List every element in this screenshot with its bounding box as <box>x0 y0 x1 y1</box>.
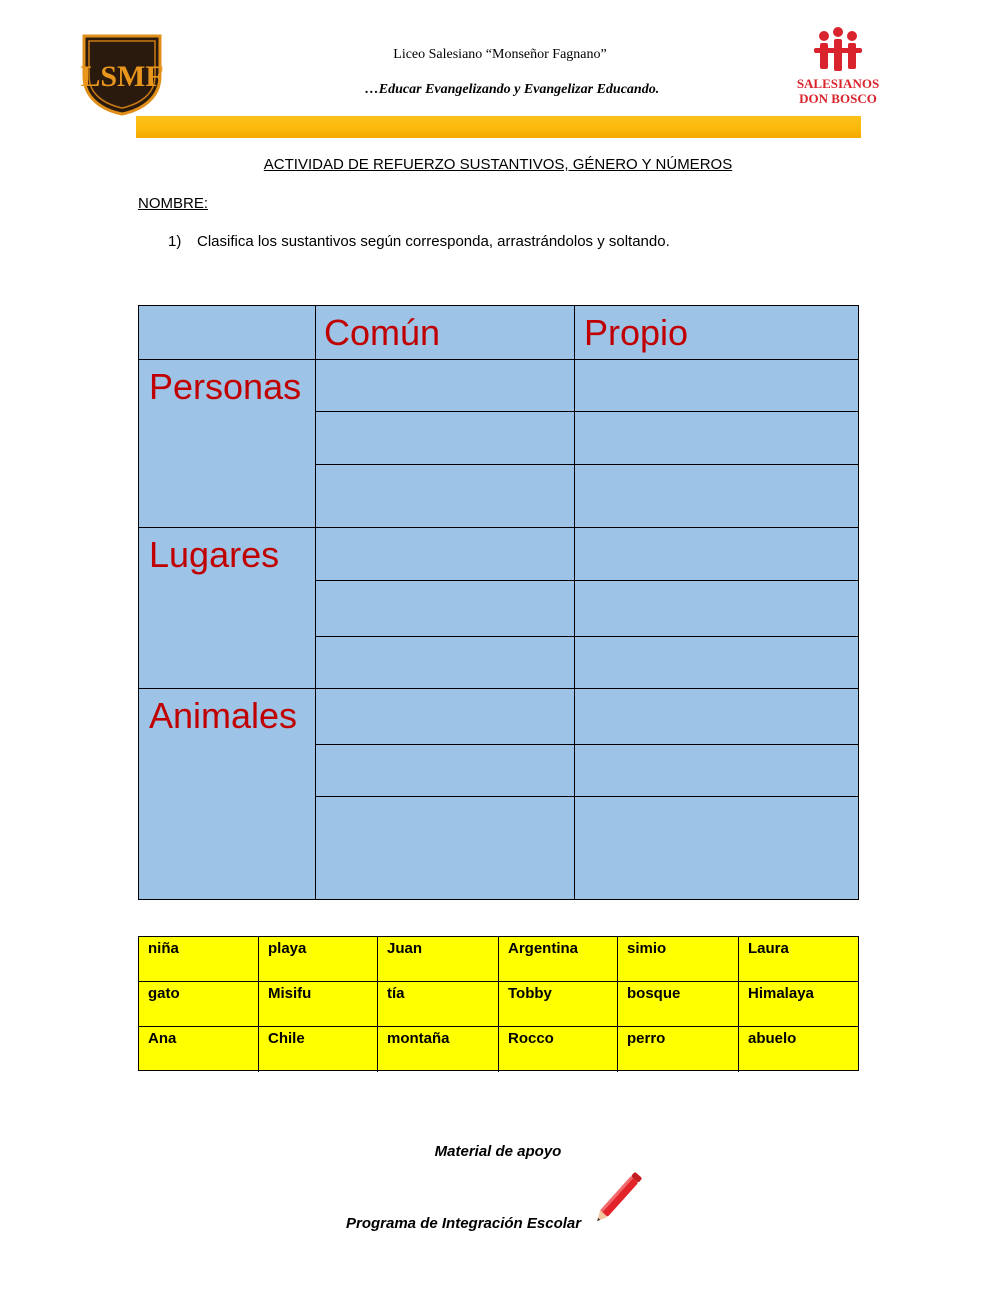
drop-zone-lugares-propio-1[interactable] <box>575 528 858 580</box>
drop-zone-lugares-propio-3[interactable] <box>575 637 858 688</box>
drop-zone-personas-propio-1[interactable] <box>575 360 858 411</box>
salesianos-logo <box>790 26 886 112</box>
row-label-lugares: Lugares <box>149 534 280 575</box>
school-name: Liceo Salesiano “Monseñor Fagnano” <box>393 47 607 62</box>
word-card[interactable]: bosque <box>618 982 739 1027</box>
header-divider-bar <box>136 116 861 138</box>
word-card[interactable]: Tobby <box>499 982 618 1027</box>
activity-title: ACTIVIDAD DE REFUERZO SUSTANTIVOS, GÉNERO Y NÚMEROS <box>263 156 733 173</box>
drop-zone-personas-comun-2[interactable] <box>316 412 574 464</box>
word-card[interactable]: Juan <box>378 937 499 982</box>
word-card[interactable]: perro <box>618 1027 739 1072</box>
word-card[interactable]: Misifu <box>259 982 378 1027</box>
word-card[interactable]: gato <box>139 982 259 1027</box>
row-label-personas: Personas <box>149 366 302 407</box>
school-motto: …Educar Evangelizando y Evangelizar Educando. <box>364 82 660 97</box>
drop-zone-lugares-propio-2[interactable] <box>575 581 858 636</box>
classification-table <box>138 305 859 900</box>
column-header-comun: Común <box>324 312 441 353</box>
name-label: NOMBRE: <box>138 195 209 212</box>
row-label-animales: Animales <box>149 695 298 736</box>
svg-text:LSMF: LSMF <box>80 60 164 93</box>
drop-zone-animales-comun-3[interactable] <box>316 797 574 899</box>
drop-zone-animales-comun-1[interactable] <box>316 689 574 744</box>
word-card[interactable]: Chile <box>259 1027 378 1072</box>
drop-zone-animales-comun-2[interactable] <box>316 745 574 796</box>
word-card[interactable]: tía <box>378 982 499 1027</box>
word-card[interactable]: abuelo <box>748 1030 797 1047</box>
word-card[interactable]: Laura <box>739 937 859 982</box>
word-card[interactable]: montaña <box>378 1027 499 1072</box>
word-card[interactable]: Himalaya <box>739 982 859 1027</box>
word-card[interactable]: simio <box>618 937 739 982</box>
drop-zone-personas-comun-3[interactable] <box>316 465 574 527</box>
drop-zone-personas-propio-3[interactable] <box>575 465 858 527</box>
column-header-propio: Propio <box>584 312 689 353</box>
drop-zone-animales-propio-2[interactable] <box>575 745 858 796</box>
word-card[interactable]: Argentina <box>499 937 618 982</box>
svg-text:DON BOSCO: DON BOSCO <box>799 91 877 106</box>
word-bank <box>138 936 859 1071</box>
word-card[interactable]: Ana <box>139 1027 259 1072</box>
drop-zone-animales-propio-1[interactable] <box>575 689 858 744</box>
instruction <box>168 233 670 250</box>
drop-zone-personas-comun-1[interactable] <box>316 360 574 411</box>
drop-zone-lugares-comun-3[interactable] <box>316 637 574 688</box>
pencil-icon <box>590 1160 654 1230</box>
svg-text:SALESIANOS: SALESIANOS <box>796 76 880 91</box>
drop-zone-lugares-comun-2[interactable] <box>316 581 574 636</box>
drop-zone-animales-propio-3[interactable] <box>575 797 858 899</box>
drop-zone-personas-propio-2[interactable] <box>575 412 858 464</box>
footer-program: Programa de Integración Escolar <box>346 1215 582 1232</box>
instruction-number: 1) <box>168 233 182 250</box>
word-card[interactable]: niña <box>139 937 259 982</box>
footer-material: Material de apoyo <box>434 1143 562 1160</box>
word-card[interactable]: Rocco <box>499 1027 618 1072</box>
school-crest-logo <box>80 32 164 116</box>
instruction-text: Clasifica los sustantivos según corresponda, arrastrándolos y soltando. <box>197 233 670 250</box>
word-card[interactable]: playa <box>259 937 378 982</box>
drop-zone-lugares-comun-1[interactable] <box>316 528 574 580</box>
